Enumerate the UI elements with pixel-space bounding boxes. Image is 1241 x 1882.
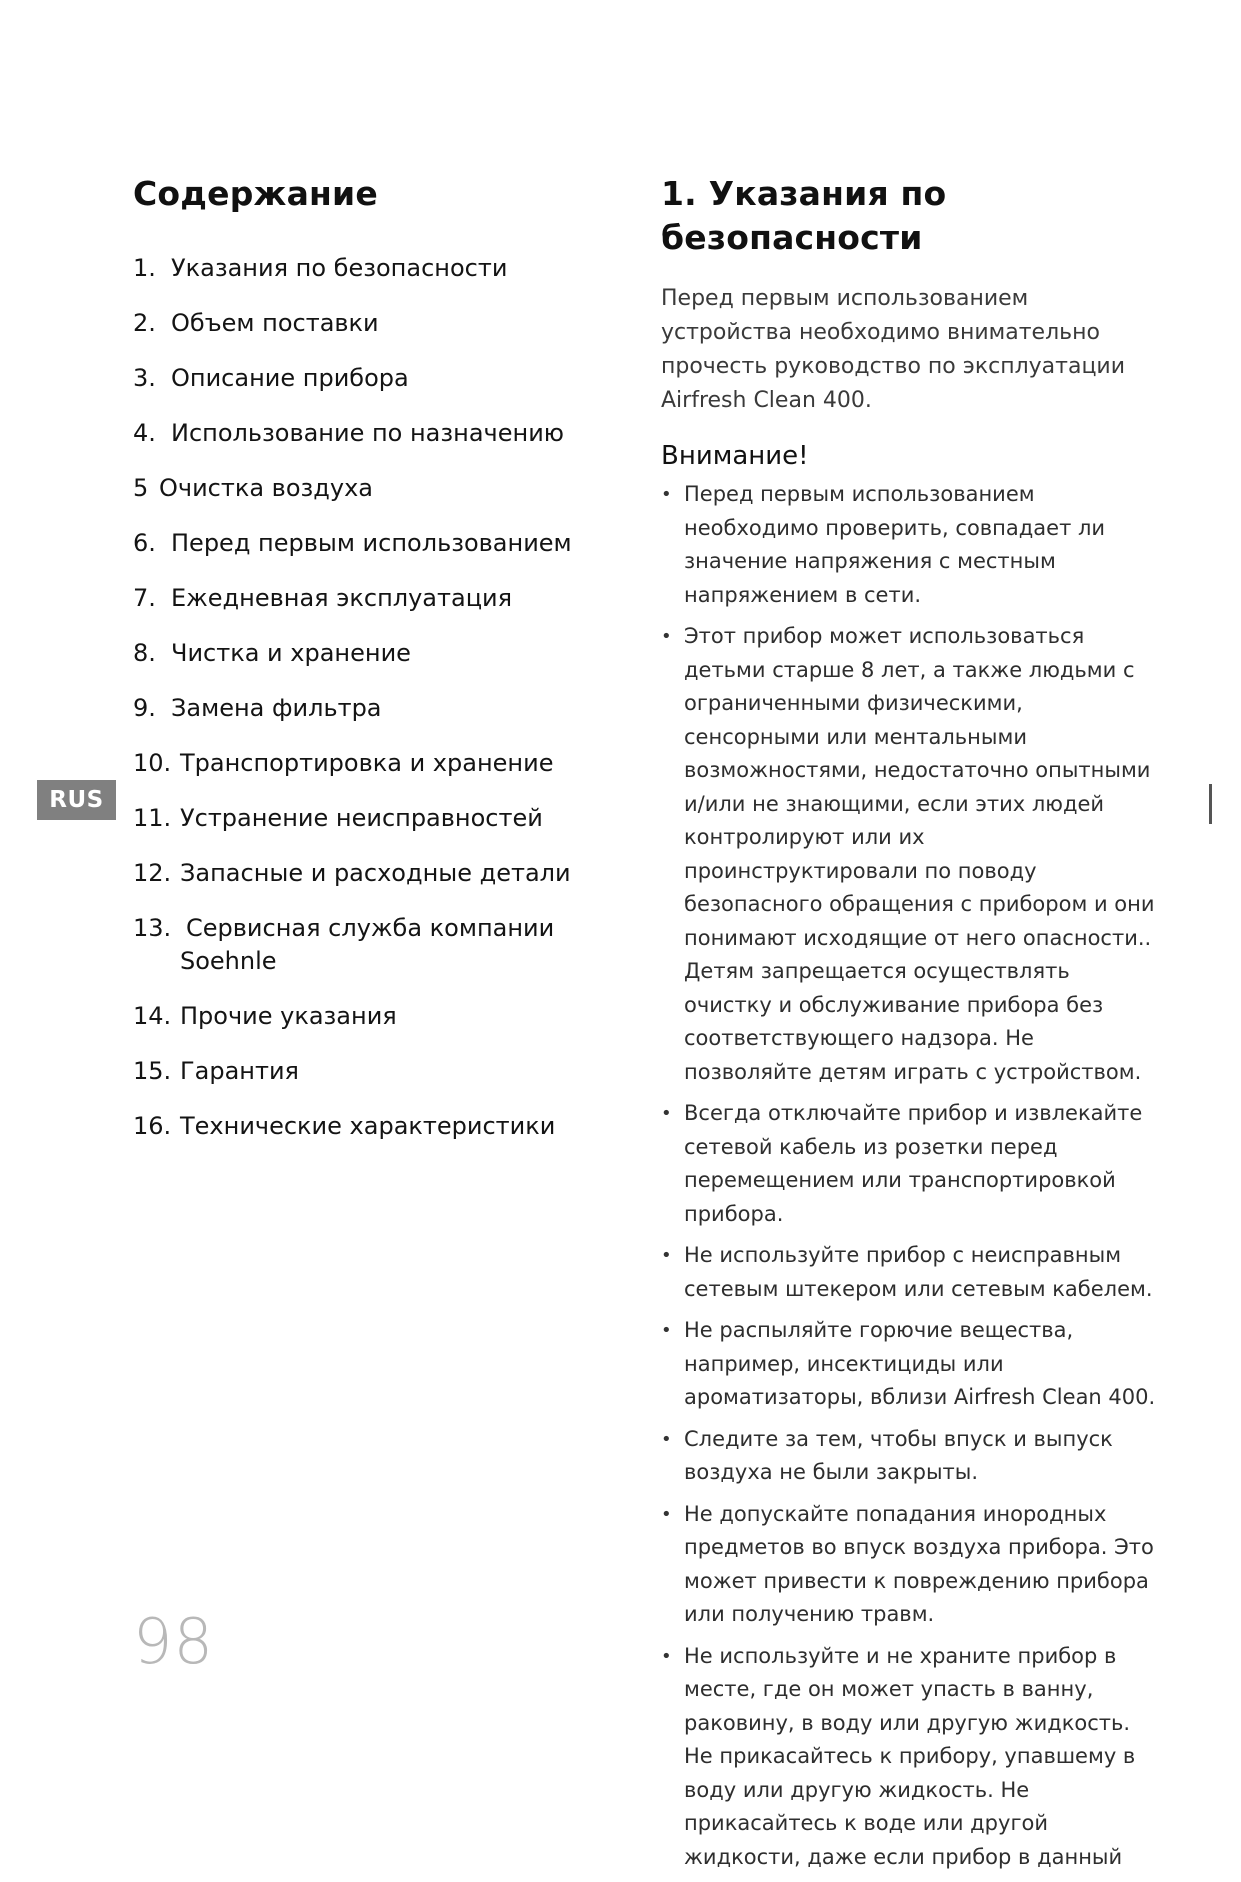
section-title: 1. Указания по безопасности: [661, 174, 947, 257]
toc-item-number: 11.: [133, 804, 172, 832]
toc-item: [133, 472, 603, 505]
toc-item-label: Ежедневная эксплуатация: [171, 584, 513, 612]
bullet-icon: •: [661, 484, 672, 505]
list-item: [661, 1314, 1164, 1415]
list-item: [661, 1239, 1164, 1306]
toc-item: [133, 527, 603, 560]
list-item: [661, 478, 1164, 612]
list-item-text: Следите за тем, чтобы впуск и выпуск воздуха не были закрыты.: [684, 1426, 1113, 1484]
bullet-icon: •: [661, 1245, 672, 1266]
toc-item-label: Транспортировка и хранение: [180, 749, 554, 777]
toc-item-label: Замена фильтра: [171, 694, 382, 722]
toc-item-number: 9.: [133, 694, 156, 722]
toc-item-label: Объем поставки: [171, 309, 379, 337]
bullet-icon: •: [661, 1320, 672, 1341]
toc-item: [133, 637, 603, 670]
toc-item-label-continued: Soehnle: [180, 947, 277, 975]
language-tab: RUS: [37, 780, 116, 820]
toc-item-label: Прочие указания: [180, 1002, 397, 1030]
toc-item-number: 7.: [133, 584, 156, 612]
toc-item-label: Сервисная служба компании: [186, 914, 555, 942]
toc-item: [133, 692, 603, 725]
warning-list: [661, 478, 1161, 1874]
toc-item-number: 14.: [133, 1002, 172, 1030]
safety-section: [661, 172, 1161, 1882]
table-of-contents: [133, 172, 603, 1140]
toc-item: [133, 362, 603, 395]
list-item: [661, 1097, 1164, 1231]
toc-item-number: 5: [133, 474, 149, 502]
list-item-text: Перед первым использованием необходимо проверить, совпадает ли значение напряжения с местным напряжением в сети.: [684, 482, 1106, 607]
list-item-text: Не используйте прибор с неисправным сетевым штекером или сетевым кабелем.: [684, 1243, 1153, 1301]
section-intro: Перед первым использованием устройства необходимо внимательно прочесть руководство по эксплуатации Airfresh Clean 400.: [661, 286, 1126, 413]
toc-item-number: 10.: [133, 749, 172, 777]
toc-item-label: Использование по назначению: [171, 419, 564, 447]
toc-item-label: Запасные и расходные детали: [180, 859, 571, 887]
toc-item-number: 8.: [133, 639, 156, 667]
toc-item-number: 16.: [133, 1112, 172, 1140]
toc-item-number: 1.: [133, 254, 156, 282]
bullet-icon: •: [661, 1428, 672, 1450]
toc-item: [133, 307, 603, 340]
list-item: [661, 1640, 1164, 1875]
list-item-text: Не распыляйте горючие вещества, например, инсектициды или ароматизаторы, вблизи Airfresh Clean 400.: [684, 1318, 1156, 1409]
list-item-text: Не используйте и не храните прибор в месте, где он может упасть в ванну, раковину, в воду или другую жидкость. Не прикасайтесь к прибору, упавшему в воду или другую жидкость. Не прикасайтесь к воде или другой жидкости, даже если прибор в данный: [684, 1643, 1136, 1869]
toc-item: [133, 857, 603, 890]
toc-item-label: Технические характеристики: [180, 1112, 556, 1140]
bullet-icon: •: [661, 1103, 672, 1124]
toc-item-label: Указания по безопасности: [171, 254, 508, 282]
toc-item-label: Очистка воздуха: [159, 474, 373, 502]
toc-item: [133, 582, 603, 615]
list-item: [661, 1498, 1164, 1632]
list-item-text: Этот прибор может использоваться детьми старше 8 лет, а также людьми с ограниченными физическими, сенсорными или ментальными возможностями, недостаточно опытными и/или не знающими, если этих людей контролируют или их проинструктировали по поводу безопасного обращения с прибором и они понимают исходящие от него опасности.. Детям запрещается осуществлять очистку и обслуживание прибора без соответствующего надзора. Не позволяйте детям играть с устройством.: [684, 624, 1155, 1084]
toc-item-label: Перед первым использованием: [171, 529, 572, 557]
toc-item: [133, 1000, 603, 1033]
toc-item-number: 12.: [133, 859, 172, 887]
toc-item: [133, 252, 603, 285]
bullet-icon: •: [661, 1645, 672, 1667]
toc-item-label: Устранение неисправностей: [180, 804, 543, 832]
toc-item: [133, 802, 603, 835]
toc-item: [133, 912, 603, 978]
toc-item: [133, 417, 603, 450]
page-number: 98: [133, 1605, 214, 1678]
toc-item: [133, 1055, 603, 1088]
bullet-icon: •: [661, 626, 672, 647]
toc-item: [133, 747, 603, 780]
toc-item-number: 2.: [133, 309, 156, 337]
list-item-text: Не допускайте попадания инородных предметов во впуск воздуха прибора. Это может привести к повреждению прибора или получению травм.: [684, 1501, 1154, 1626]
margin-marker: [1209, 784, 1212, 824]
toc-item-number: 6.: [133, 529, 156, 557]
toc-item-label: Гарантия: [180, 1057, 299, 1085]
toc-item-label: Чистка и хранение: [171, 639, 411, 667]
toc-item-number: 3.: [133, 364, 156, 392]
toc-title: Содержание: [133, 174, 378, 213]
toc-item-number: 13.: [133, 914, 172, 942]
toc-item-number: 4.: [133, 419, 156, 447]
list-item: [661, 1423, 1164, 1490]
bullet-icon: •: [661, 1503, 672, 1525]
toc-item: [133, 1110, 603, 1143]
toc-item-number: 15.: [133, 1057, 172, 1085]
warning-heading: Внимание!: [661, 441, 809, 471]
toc-item-label: Описание прибора: [171, 364, 409, 392]
list-item: [661, 620, 1164, 1089]
list-item-text: Всегда отключайте прибор и извлекайте сетевой кабель из розетки перед перемещением или транспортировкой прибора.: [684, 1101, 1143, 1226]
